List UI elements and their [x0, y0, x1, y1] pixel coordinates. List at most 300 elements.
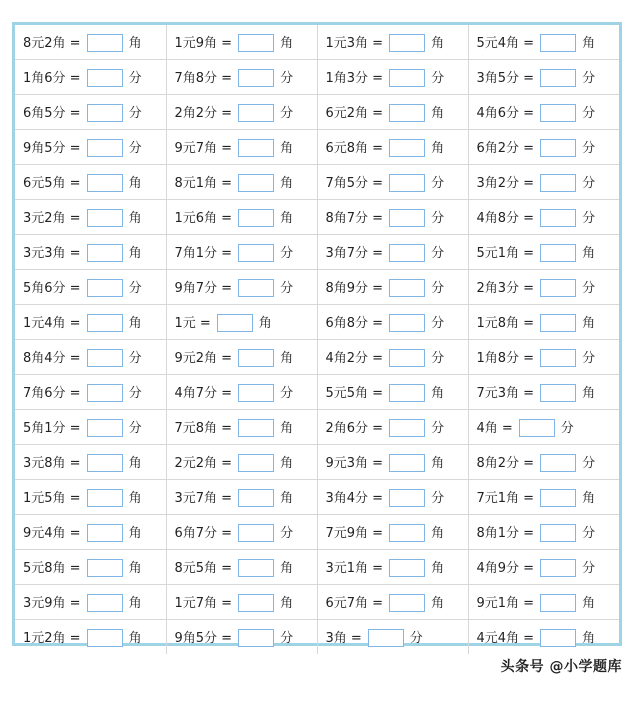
- question-text: 7元9角 =: [325, 525, 384, 541]
- question-text: 1元8角 =: [476, 315, 535, 331]
- unit-label: 角: [431, 595, 445, 611]
- question-text: 3元1角 =: [325, 560, 384, 576]
- unit-label: 角: [128, 560, 142, 576]
- exercise-cell: [166, 305, 317, 340]
- table-row: [15, 130, 619, 165]
- unit-label: 分: [280, 70, 294, 86]
- exercise-cell: [317, 95, 468, 130]
- answer-box[interactable]: [540, 104, 576, 122]
- unit-label: 分: [280, 280, 294, 296]
- unit-label: 角: [582, 385, 596, 401]
- answer-box[interactable]: [238, 419, 274, 437]
- table-row: [15, 340, 619, 375]
- unit-label: 分: [431, 70, 445, 86]
- exercise-cell: [166, 340, 317, 375]
- unit-label: 分: [128, 385, 142, 401]
- answer-box[interactable]: [540, 209, 576, 227]
- question-text: 4元4角 =: [476, 630, 535, 646]
- unit-label: 分: [128, 280, 142, 296]
- question-text: 3元2角 =: [23, 210, 81, 226]
- question-text: 6角7分 =: [174, 525, 233, 541]
- answer-box[interactable]: [540, 139, 576, 157]
- exercise-cell: [317, 480, 468, 515]
- answer-box[interactable]: [238, 594, 274, 612]
- answer-box[interactable]: [540, 34, 576, 52]
- question-text: 1元6角 =: [174, 210, 233, 226]
- answer-box[interactable]: [238, 489, 274, 507]
- unit-label: 角: [582, 630, 596, 646]
- question-text: 8角7分 =: [325, 210, 384, 226]
- exercise-cell: [317, 550, 468, 585]
- exercise-cell: [166, 480, 317, 515]
- unit-label: 角: [128, 595, 142, 611]
- question-text: 9元3角 =: [325, 455, 384, 471]
- answer-box[interactable]: [87, 594, 123, 612]
- unit-label: 分: [582, 455, 596, 471]
- question-text: 3元7角 =: [174, 490, 233, 506]
- table-row: [15, 235, 619, 270]
- exercise-cell: [15, 375, 166, 410]
- question-text: 5元1角 =: [476, 245, 535, 261]
- unit-label: 分: [431, 490, 445, 506]
- question-text: 8角1分 =: [476, 525, 535, 541]
- question-text: 6元5角 =: [23, 175, 81, 191]
- answer-box[interactable]: [389, 314, 425, 332]
- exercise-cell: [468, 95, 619, 130]
- question-text: 8元2角 =: [23, 35, 81, 51]
- exercise-cell: [468, 235, 619, 270]
- answer-box[interactable]: [87, 419, 123, 437]
- answer-box[interactable]: [238, 174, 274, 192]
- table-row: [15, 200, 619, 235]
- unit-label: 分: [582, 350, 596, 366]
- exercise-cell: [468, 25, 619, 60]
- exercise-cell: [166, 130, 317, 165]
- unit-label: 角: [431, 560, 445, 576]
- question-text: 5元8角 =: [23, 560, 81, 576]
- unit-label: 分: [128, 70, 142, 86]
- question-text: 6角2分 =: [476, 140, 535, 156]
- exercise-cell: [317, 410, 468, 445]
- exercise-cell: [166, 585, 317, 620]
- answer-box[interactable]: [540, 594, 576, 612]
- exercise-cell: [468, 165, 619, 200]
- table-row: [15, 25, 619, 60]
- exercise-cell: [15, 95, 166, 130]
- question-text: 6元2角 =: [325, 105, 384, 121]
- answer-box[interactable]: [238, 279, 274, 297]
- unit-label: 分: [128, 350, 142, 366]
- answer-box[interactable]: [519, 419, 555, 437]
- question-text: 7角8分 =: [174, 70, 233, 86]
- answer-box[interactable]: [87, 349, 123, 367]
- answer-box[interactable]: [540, 489, 576, 507]
- answer-box[interactable]: [389, 139, 425, 157]
- answer-box[interactable]: [87, 384, 123, 402]
- answer-box[interactable]: [87, 244, 123, 262]
- unit-label: 角: [280, 595, 294, 611]
- question-text: 4角2分 =: [325, 350, 384, 366]
- unit-label: 角: [128, 245, 142, 261]
- question-text: 7角1分 =: [174, 245, 233, 261]
- question-text: 9角5分 =: [174, 630, 233, 646]
- answer-box[interactable]: [87, 629, 123, 647]
- table-row: [15, 95, 619, 130]
- question-text: 5角6分 =: [23, 280, 81, 296]
- unit-label: 分: [431, 210, 445, 226]
- answer-box[interactable]: [238, 559, 274, 577]
- table-row: [15, 480, 619, 515]
- unit-label: 角: [128, 210, 142, 226]
- unit-label: 角: [280, 175, 294, 191]
- exercise-cell: [15, 60, 166, 95]
- question-text: 3元8角 =: [23, 455, 81, 471]
- table-row: [15, 445, 619, 480]
- unit-label: 角: [128, 175, 142, 191]
- unit-label: 分: [280, 525, 294, 541]
- exercise-cell: [317, 60, 468, 95]
- answer-box[interactable]: [87, 454, 123, 472]
- exercise-cell: [468, 200, 619, 235]
- answer-box[interactable]: [389, 559, 425, 577]
- question-text: 9元2角 =: [174, 350, 233, 366]
- answer-box[interactable]: [389, 34, 425, 52]
- exercise-cell: [468, 515, 619, 550]
- answer-box[interactable]: [238, 104, 274, 122]
- exercise-cell: [15, 515, 166, 550]
- answer-box[interactable]: [540, 454, 576, 472]
- question-text: 4角9分 =: [476, 560, 535, 576]
- answer-box[interactable]: [238, 454, 274, 472]
- exercise-cell: [166, 25, 317, 60]
- question-text: 8元5角 =: [174, 560, 233, 576]
- unit-label: 角: [431, 105, 445, 121]
- answer-box[interactable]: [238, 384, 274, 402]
- exercise-cell: [317, 165, 468, 200]
- unit-label: 分: [582, 210, 596, 226]
- answer-box[interactable]: [540, 314, 576, 332]
- exercise-cell: [468, 305, 619, 340]
- unit-label: 角: [280, 140, 294, 156]
- exercise-cell: [166, 165, 317, 200]
- exercise-cell: [317, 375, 468, 410]
- question-text: 9角7分 =: [174, 280, 233, 296]
- unit-label: 角: [128, 525, 142, 541]
- answer-box[interactable]: [87, 489, 123, 507]
- answer-box[interactable]: [389, 524, 425, 542]
- unit-label: 分: [409, 630, 423, 646]
- question-text: 3角7分 =: [325, 245, 384, 261]
- question-text: 8角9分 =: [325, 280, 384, 296]
- answer-box[interactable]: [87, 559, 123, 577]
- unit-label: 分: [431, 175, 445, 191]
- exercise-cell: [166, 200, 317, 235]
- answer-box[interactable]: [217, 314, 253, 332]
- exercise-table: [15, 25, 619, 654]
- answer-box[interactable]: [540, 174, 576, 192]
- answer-box[interactable]: [238, 69, 274, 87]
- table-row: [15, 585, 619, 620]
- unit-label: 角: [128, 490, 142, 506]
- table-row: [15, 515, 619, 550]
- unit-label: 角: [431, 35, 445, 51]
- answer-box[interactable]: [87, 104, 123, 122]
- table-row: [15, 375, 619, 410]
- exercise-cell: [317, 25, 468, 60]
- unit-label: 分: [582, 560, 596, 576]
- unit-label: 分: [582, 140, 596, 156]
- question-text: 6元7角 =: [325, 595, 384, 611]
- exercise-cell: [15, 165, 166, 200]
- unit-label: 分: [582, 70, 596, 86]
- exercise-cell: [468, 550, 619, 585]
- exercise-cell: [15, 200, 166, 235]
- answer-box[interactable]: [389, 419, 425, 437]
- exercise-cell: [317, 200, 468, 235]
- answer-box[interactable]: [389, 594, 425, 612]
- table-row: [15, 165, 619, 200]
- table-row: [15, 305, 619, 340]
- question-text: 3元9角 =: [23, 595, 81, 611]
- answer-box[interactable]: [238, 209, 274, 227]
- exercise-cell: [468, 375, 619, 410]
- question-text: 2角2分 =: [174, 105, 233, 121]
- exercise-cell: [15, 550, 166, 585]
- unit-label: 分: [128, 420, 142, 436]
- unit-label: 角: [582, 595, 596, 611]
- question-text: 1角8分 =: [476, 350, 535, 366]
- exercise-cell: [15, 340, 166, 375]
- answer-box[interactable]: [389, 104, 425, 122]
- exercise-cell: [166, 445, 317, 480]
- exercise-cell: [468, 480, 619, 515]
- exercise-cell: [15, 270, 166, 305]
- question-text: 8角2分 =: [476, 455, 535, 471]
- question-text: 9元7角 =: [174, 140, 233, 156]
- question-text: 6元8角 =: [325, 140, 384, 156]
- unit-label: 角: [280, 210, 294, 226]
- answer-box[interactable]: [540, 349, 576, 367]
- answer-box[interactable]: [87, 314, 123, 332]
- answer-box[interactable]: [87, 279, 123, 297]
- exercise-cell: [317, 130, 468, 165]
- unit-label: 角: [258, 315, 272, 331]
- exercise-cell: [317, 270, 468, 305]
- exercise-cell: [15, 25, 166, 60]
- exercise-cell: [166, 515, 317, 550]
- answer-box[interactable]: [87, 69, 123, 87]
- unit-label: 分: [280, 385, 294, 401]
- answer-box[interactable]: [238, 139, 274, 157]
- question-text: 8角4分 =: [23, 350, 81, 366]
- unit-label: 分: [128, 140, 142, 156]
- answer-box[interactable]: [87, 139, 123, 157]
- exercise-cell: [468, 60, 619, 95]
- exercise-cell: [15, 235, 166, 270]
- question-text: 5角1分 =: [23, 420, 81, 436]
- answer-box[interactable]: [389, 209, 425, 227]
- exercise-cell: [317, 515, 468, 550]
- answer-box[interactable]: [87, 209, 123, 227]
- unit-label: 角: [582, 315, 596, 331]
- answer-box[interactable]: [540, 559, 576, 577]
- exercise-cell: [317, 620, 468, 655]
- question-text: 7元3角 =: [476, 385, 535, 401]
- exercise-cell: [15, 620, 166, 655]
- exercise-cell: [166, 550, 317, 585]
- table-row: [15, 270, 619, 305]
- question-text: 4角6分 =: [476, 105, 535, 121]
- question-text: 2元2角 =: [174, 455, 233, 471]
- exercise-cell: [15, 410, 166, 445]
- answer-box[interactable]: [389, 244, 425, 262]
- answer-box[interactable]: [540, 69, 576, 87]
- question-text: 1角3分 =: [325, 70, 384, 86]
- exercise-cell: [468, 620, 619, 655]
- unit-label: 角: [431, 455, 445, 471]
- question-text: 3角 =: [325, 630, 362, 646]
- answer-box[interactable]: [540, 524, 576, 542]
- question-text: 1角6分 =: [23, 70, 81, 86]
- question-text: 1元9角 =: [174, 35, 233, 51]
- exercise-cell: [166, 235, 317, 270]
- exercise-cell: [15, 480, 166, 515]
- unit-label: 角: [280, 350, 294, 366]
- answer-box[interactable]: [238, 349, 274, 367]
- unit-label: 分: [582, 105, 596, 121]
- question-text: 9角5分 =: [23, 140, 81, 156]
- question-text: 1元4角 =: [23, 315, 81, 331]
- unit-label: 角: [582, 245, 596, 261]
- exercise-cell: [15, 130, 166, 165]
- answer-box[interactable]: [238, 34, 274, 52]
- exercise-cell: [317, 445, 468, 480]
- exercise-cell: [15, 585, 166, 620]
- unit-label: 角: [280, 420, 294, 436]
- answer-box[interactable]: [389, 489, 425, 507]
- exercise-cell: [468, 410, 619, 445]
- unit-label: 分: [560, 420, 574, 436]
- exercise-cell: [166, 375, 317, 410]
- question-text: 3角2分 =: [476, 175, 535, 191]
- unit-label: 角: [128, 630, 142, 646]
- question-text: 2角6分 =: [325, 420, 384, 436]
- question-text: 9元1角 =: [476, 595, 535, 611]
- answer-box[interactable]: [238, 244, 274, 262]
- exercise-cell: [317, 585, 468, 620]
- unit-label: 角: [280, 455, 294, 471]
- exercise-cell: [317, 305, 468, 340]
- watermark-footer: 头条号 @小学题库: [500, 659, 622, 675]
- unit-label: 角: [582, 35, 596, 51]
- unit-label: 角: [431, 140, 445, 156]
- exercise-cell: [166, 60, 317, 95]
- worksheet: [12, 22, 622, 646]
- answer-box[interactable]: [87, 174, 123, 192]
- unit-label: 分: [431, 420, 445, 436]
- exercise-cell: [317, 235, 468, 270]
- answer-box[interactable]: [540, 279, 576, 297]
- unit-label: 分: [280, 245, 294, 261]
- unit-label: 角: [431, 525, 445, 541]
- exercise-cell: [166, 410, 317, 445]
- question-text: 5元5角 =: [325, 385, 384, 401]
- exercise-cell: [166, 620, 317, 655]
- question-text: 7元1角 =: [476, 490, 535, 506]
- exercise-cell: [468, 340, 619, 375]
- unit-label: 分: [431, 280, 445, 296]
- unit-label: 分: [280, 105, 294, 121]
- answer-box[interactable]: [368, 629, 404, 647]
- question-text: 1元5角 =: [23, 490, 81, 506]
- unit-label: 角: [128, 455, 142, 471]
- answer-box[interactable]: [540, 244, 576, 262]
- table-row: [15, 410, 619, 445]
- exercise-cell: [15, 445, 166, 480]
- answer-box[interactable]: [238, 524, 274, 542]
- answer-box[interactable]: [87, 524, 123, 542]
- exercise-cell: [15, 305, 166, 340]
- question-text: 5元4角 =: [476, 35, 535, 51]
- answer-box[interactable]: [389, 384, 425, 402]
- table-row: [15, 550, 619, 585]
- question-text: 7角5分 =: [325, 175, 384, 191]
- question-text: 4角 =: [476, 420, 513, 436]
- table-row: [15, 620, 619, 655]
- answer-box[interactable]: [389, 279, 425, 297]
- question-text: 1元7角 =: [174, 595, 233, 611]
- unit-label: 角: [128, 35, 142, 51]
- unit-label: 分: [128, 105, 142, 121]
- question-text: 3元3角 =: [23, 245, 81, 261]
- unit-label: 分: [431, 315, 445, 331]
- table-row: [15, 60, 619, 95]
- question-text: 3角5分 =: [476, 70, 535, 86]
- question-text: 6角5分 =: [23, 105, 81, 121]
- answer-box[interactable]: [540, 629, 576, 647]
- question-text: 1元3角 =: [325, 35, 384, 51]
- exercise-cell: [468, 270, 619, 305]
- answer-box[interactable]: [389, 69, 425, 87]
- question-text: 4角8分 =: [476, 210, 535, 226]
- answer-box[interactable]: [238, 629, 274, 647]
- answer-box[interactable]: [87, 34, 123, 52]
- question-text: 9元4角 =: [23, 525, 81, 541]
- exercise-cell: [468, 585, 619, 620]
- answer-box[interactable]: [389, 349, 425, 367]
- unit-label: 分: [582, 175, 596, 191]
- answer-box[interactable]: [540, 384, 576, 402]
- question-text: 1元 =: [174, 315, 211, 331]
- unit-label: 角: [280, 35, 294, 51]
- unit-label: 角: [128, 315, 142, 331]
- answer-box[interactable]: [389, 174, 425, 192]
- unit-label: 分: [431, 350, 445, 366]
- answer-box[interactable]: [389, 454, 425, 472]
- exercise-cell: [468, 445, 619, 480]
- question-text: 8元1角 =: [174, 175, 233, 191]
- question-text: 3角4分 =: [325, 490, 384, 506]
- question-text: 7角6分 =: [23, 385, 81, 401]
- exercise-cell: [166, 95, 317, 130]
- unit-label: 分: [280, 630, 294, 646]
- unit-label: 分: [582, 280, 596, 296]
- question-text: 1元2角 =: [23, 630, 81, 646]
- question-text: 2角3分 =: [476, 280, 535, 296]
- exercise-cell: [166, 270, 317, 305]
- exercise-cell: [317, 340, 468, 375]
- unit-label: 角: [431, 385, 445, 401]
